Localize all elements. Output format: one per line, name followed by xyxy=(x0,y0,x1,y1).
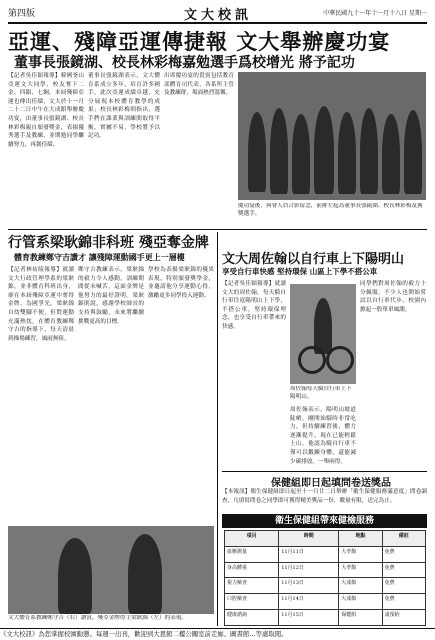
table-cell: 身高體重 xyxy=(225,562,279,578)
article1-paragraph: 出席慶功宴的貴賓包括教育部體育司代表、各系所主管及教練群，場面熱烈溫馨。 xyxy=(164,73,234,97)
article2-subhead: 體育教練鄭守吉讚才 讓殘障運動國手更上一層樓 xyxy=(14,252,185,262)
article2-paragraph: 鄭守吉教練表示，梁耿錦的毅力令人感動，訓練期間從未喊苦，這面金牌是他努力的最好證明。梁耿錦則說，感謝學校師長的支持與鼓勵，未來將繼續挑戰更高的目標。 xyxy=(78,267,144,325)
article3-paragraph: 同學們對周佐翰的毅力十分佩服，不少人也開始嘗試以自行車代步，校園內掀起一股單車風潮。 xyxy=(360,281,426,313)
table-header-cell: 項目 xyxy=(225,531,279,547)
article1-subhead: 董事長張鏡湖、校長林彩梅嘉勉選手爲校增光 將予記功 xyxy=(14,55,355,71)
table-cell: 大成館 xyxy=(339,578,382,594)
group-photo-caption: 慶功宴後，與會人員合影留念，前排左起為董事長張鏡湖、校長林彩梅及獲獎選手。 xyxy=(238,203,423,217)
article3-body-col2 xyxy=(290,406,356,470)
article1-body-col1 xyxy=(8,72,84,228)
masthead: 文大校訊 xyxy=(183,8,252,23)
table-row xyxy=(225,578,426,594)
table-cell: 11月13日 xyxy=(279,578,339,594)
article1-headline: 亞運、殘障亞運傳捷報 文大舉辦慶功宴 xyxy=(8,29,391,54)
group-photo xyxy=(238,72,426,200)
table-header-cell: 地點 xyxy=(339,531,382,547)
table-row xyxy=(225,562,426,578)
page-footer: 《文大校訊》為您掌握校園動態。每週一出刊，歡迎到大恩館二樓公關室前走廊、圖書館…等處取閱。 xyxy=(0,628,435,640)
cyclist-photo xyxy=(290,284,356,384)
article2-body-col3 xyxy=(148,266,214,522)
article3-headline: 文大周佐翰以自行車上下陽明山 xyxy=(222,252,405,267)
table-cell: 健康諮詢 xyxy=(225,610,279,626)
article1-body-col2 xyxy=(88,72,160,228)
article4-headline: 保健組即日起填問卷送獎品 xyxy=(271,478,391,489)
table-cell: 11月11日 xyxy=(279,546,339,562)
notice-title: 衛生保健組帶來健檢服務 xyxy=(222,514,427,528)
table-row xyxy=(225,546,426,562)
article2-paragraph: 【記者林祐陵報導】就讀文大行政管理學系的梁耿錦，並非體育科班出身，卻在本屆殘障亞運中奪得金牌，為國爭光。梁耿錦自幼雙腳不便，但對運動充滿熱忱，在體育教練鄭守吉的指導下，每天清晨到操場練習，風雨無阻。 xyxy=(8,267,74,342)
table-cell: 口腔檢查 xyxy=(225,594,279,610)
column-divider xyxy=(217,232,218,626)
table-cell: 免費 xyxy=(382,578,425,594)
coach-athlete-caption: 文大體育系教練鄭守吉（右）讚賞，殘亞金牌得主梁耿錦（左）的表現。 xyxy=(8,615,188,621)
table-cell: 血壓測量 xyxy=(225,546,279,562)
cyclist-photo-caption: 周佐翰每天騎自行車上下陽明山。 xyxy=(290,386,352,400)
table-cell: 保健組 xyxy=(339,610,382,626)
table-cell: 11月14日 xyxy=(279,594,339,610)
table-header-cell: 時間 xyxy=(279,531,339,547)
article2-paragraph: 學校為表揚梁耿錦的優異表現，特別頒發獎學金，並邀請他分享運動心得，激勵更多同學投入運動。 xyxy=(148,267,214,299)
article2-body-col1 xyxy=(8,266,74,522)
article1-body-col3 xyxy=(164,72,234,228)
article4-paragraph: 【本報訊】衛生保健組即日起至十一月廿二日舉辦「衛生保健服務滿意度」問卷調查，凡填寫問卷之同學即可獲得精美獎品一份，數量有限，送完為止。 xyxy=(222,489,427,504)
article2-body-col2 xyxy=(78,266,144,522)
article1-paragraph: 【記者吳佳穎報導】韓國釜山亞運文大同學、校友奪下二金、四銀、七銅，本屆殘障亞運也傳出佳績，文大於十一月二十二日中午在大成館舉辦慶功宴，由董事長張鏡湖、校長林彩梅親自頒發獎金，表揚優秀選手及教練，並期勉同學繼續努力，再創佳績。 xyxy=(8,73,84,148)
article4-body xyxy=(222,488,427,512)
table-cell: 免費 xyxy=(382,562,425,578)
table-cell: 視力檢查 xyxy=(225,578,279,594)
article1-paragraph: 董事長張鏡湖表示，文大體育系成立多年，培育許多國手，此次亞運成績卓越，充分展現本校體育教學的成果；校長林彩梅則指出，選手們在課業與訓練間取得平衡，實屬不易，學校將予以記功。 xyxy=(88,73,160,140)
table-row xyxy=(225,610,426,626)
table-cell: 大孝館 xyxy=(339,562,382,578)
table-cell: 11月12日 xyxy=(279,562,339,578)
table-cell: 11月15日 xyxy=(279,610,339,626)
issue-date: 中華民國九十一年十一月十八日 星期一 xyxy=(323,10,427,17)
table-row xyxy=(225,594,426,610)
table-cell: 大成館 xyxy=(339,594,382,610)
article3-subhead: 享受自行車快感 堅持環保 山區上下學不搭公車 xyxy=(222,267,378,276)
section-divider xyxy=(8,229,427,230)
table-header-cell: 備註 xyxy=(382,531,425,547)
edition-label: 第四版 xyxy=(8,9,36,19)
table-cell: 請預約 xyxy=(382,610,425,626)
article3-body-col1 xyxy=(222,280,286,470)
article3-paragraph: 【記者吳佳穎報導】就讀文大的周佐翰，每天騎自行車往返陽明山上下學，不搭公車，堅持環保理念，也享受自行車帶來的快感。 xyxy=(222,281,286,330)
article3-body-col3 xyxy=(360,280,426,470)
notice-table xyxy=(224,530,426,626)
article2-headline: 行管系梁耿錦非科班 殘亞奪金牌 xyxy=(8,235,209,251)
page-header xyxy=(8,4,427,24)
table-cell: 免費 xyxy=(382,594,425,610)
table-cell: 免費 xyxy=(382,546,425,562)
section-divider xyxy=(222,471,427,472)
table-header-row xyxy=(225,531,426,547)
article3-paragraph: 周佐翰表示，陽明山坡道陡峭，剛開始騎時非常吃力，但持續練習後，體力逐漸提升，現在已能輕鬆上山。他認為騎自行車不僅可以鍛鍊身體，還能減少碳排放，一舉兩得。 xyxy=(290,407,356,465)
table-cell: 大孝館 xyxy=(339,546,382,562)
coach-athlete-photo xyxy=(8,526,214,614)
